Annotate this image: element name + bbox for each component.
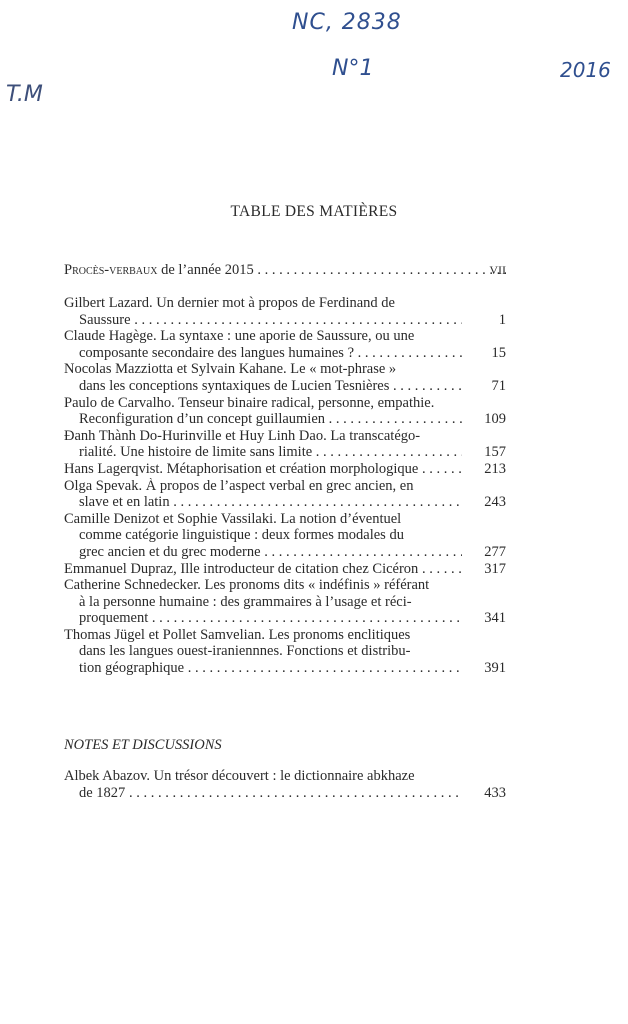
entry-text: Reconfiguration d’un concept guillaumien	[79, 411, 326, 428]
entry-line	[64, 361, 506, 378]
entry-line	[64, 461, 506, 478]
toc-entry	[64, 577, 506, 627]
toc-list	[64, 295, 506, 677]
notes-list	[64, 768, 506, 801]
entry-text: Emmanuel Dupraz, Ille introducteur de citation chez Cicéron	[64, 560, 419, 577]
proces-verbaux-entry	[64, 262, 506, 279]
handwritten-year: 2016	[560, 58, 611, 82]
entry-line	[64, 768, 506, 785]
page-number: 157	[462, 444, 506, 461]
entry-text: de l’année 2015	[157, 262, 254, 278]
entry-line	[64, 378, 506, 395]
handwritten-number: N°1	[332, 56, 374, 81]
page-number: 277	[462, 544, 506, 561]
entry-line	[64, 610, 506, 627]
entry-text: Hans Lagerqvist. Métaphorisation et création morphologique	[64, 460, 419, 477]
toc-entry	[64, 295, 506, 328]
toc-entry	[64, 395, 506, 428]
toc-entry	[64, 361, 506, 394]
page-number: 109	[462, 411, 506, 428]
entry-line	[64, 594, 506, 611]
entry-text: Olga Spevak. À propos de l’aspect verbal en grec ancien, en	[64, 477, 414, 494]
entry-text: de 1827	[79, 784, 126, 801]
toc-entry	[64, 262, 506, 279]
page-number: 71	[462, 378, 506, 395]
page-number: 341	[462, 610, 506, 627]
entry-text: comme catégorie linguistique : deux formes modales du	[79, 527, 404, 544]
entry-line	[64, 395, 506, 412]
toc-entry	[64, 478, 506, 511]
toc-entry	[64, 428, 506, 461]
entry-text: composante secondaire des langues humaines ?	[79, 344, 355, 361]
entry-line	[64, 478, 506, 495]
entry-line	[64, 660, 506, 677]
entry-line	[64, 527, 506, 544]
entry-text: slave et en latin	[79, 494, 170, 511]
page-number: 317	[462, 561, 506, 578]
entry-text: Gilbert Lazard. Un dernier mot à propos de Ferdinand de	[64, 295, 395, 311]
entry-text: Saussure	[79, 311, 131, 328]
entry-line	[64, 785, 506, 802]
entry-line	[64, 627, 506, 644]
entry-text: proquement	[79, 610, 149, 627]
entry-line	[64, 428, 506, 445]
entry-line	[64, 577, 506, 594]
entry-text: Đanh Thành Do-Hurinville et Huy Linh Dao. La transcatégo-	[64, 427, 421, 444]
section-heading: NOTES ET DISCUSSIONS	[64, 737, 222, 753]
page-number: 391	[462, 660, 506, 677]
toc-entry	[64, 511, 506, 561]
entry-text: Nocolas Mazziotta et Sylvain Kahane. Le « mot-phrase »	[64, 361, 397, 378]
entry-text: tion géographique	[79, 660, 185, 677]
page-title: TABLE DES MATIÈRES	[230, 203, 398, 220]
entry-line	[64, 544, 506, 561]
page-number: VII	[489, 263, 506, 277]
entry-line	[64, 444, 506, 461]
page-number: 243	[462, 494, 506, 511]
entry-text: Paulo de Carvalho. Tenseur binaire radical, personne, empathie.	[64, 394, 435, 411]
entry-text: Catherine Schnedecker. Les pronoms dits « indéfinis » référant	[64, 577, 430, 594]
entry-line	[64, 345, 506, 362]
toc-entry	[64, 768, 506, 801]
toc-entry	[64, 561, 506, 578]
entry-line	[64, 411, 506, 428]
page-number: 15	[462, 345, 506, 362]
entry-line	[64, 643, 506, 660]
entry-text: Claude Hagège. La syntaxe : une aporie de Saussure, ou une	[64, 328, 415, 345]
toc-entry	[64, 328, 506, 361]
entry-line	[64, 295, 506, 312]
toc-entry	[64, 627, 506, 677]
page-number: 433	[462, 785, 506, 802]
page-number: 213	[462, 461, 506, 478]
entry-line	[64, 511, 506, 528]
entry-line	[64, 561, 506, 578]
entry-text: dans les langues ouest-iraniennnes. Fonctions et distribu-	[79, 643, 411, 660]
entry-line	[64, 494, 506, 511]
entry-text: Albek Abazov. Un trésor découvert : le dictionnaire abkhaze	[64, 768, 415, 784]
entry-text: rialité. Une histoire de limite sans limite	[79, 444, 313, 461]
entry-text: Camille Denizot et Sophie Vassilaki. La notion d’éventuel	[64, 510, 402, 527]
entry-lead: Procès-verbaux	[64, 262, 158, 278]
entry-line	[64, 328, 506, 345]
entry-text: à la personne humaine : des grammaires à l’usage et réci-	[79, 593, 412, 610]
entry-text: dans les conceptions syntaxiques de Lucien Tesnières	[79, 377, 390, 394]
toc-entry	[64, 461, 506, 478]
entry-line	[64, 312, 506, 329]
handwritten-initials: T.M	[6, 82, 43, 107]
handwritten-reference: NC, 2838	[292, 10, 402, 35]
entry-text: Thomas Jügel et Pollet Samvelian. Les pronoms enclitiques	[64, 626, 411, 643]
page-number: 1	[462, 312, 506, 329]
entry-text: grec ancien et du grec moderne	[79, 543, 261, 560]
